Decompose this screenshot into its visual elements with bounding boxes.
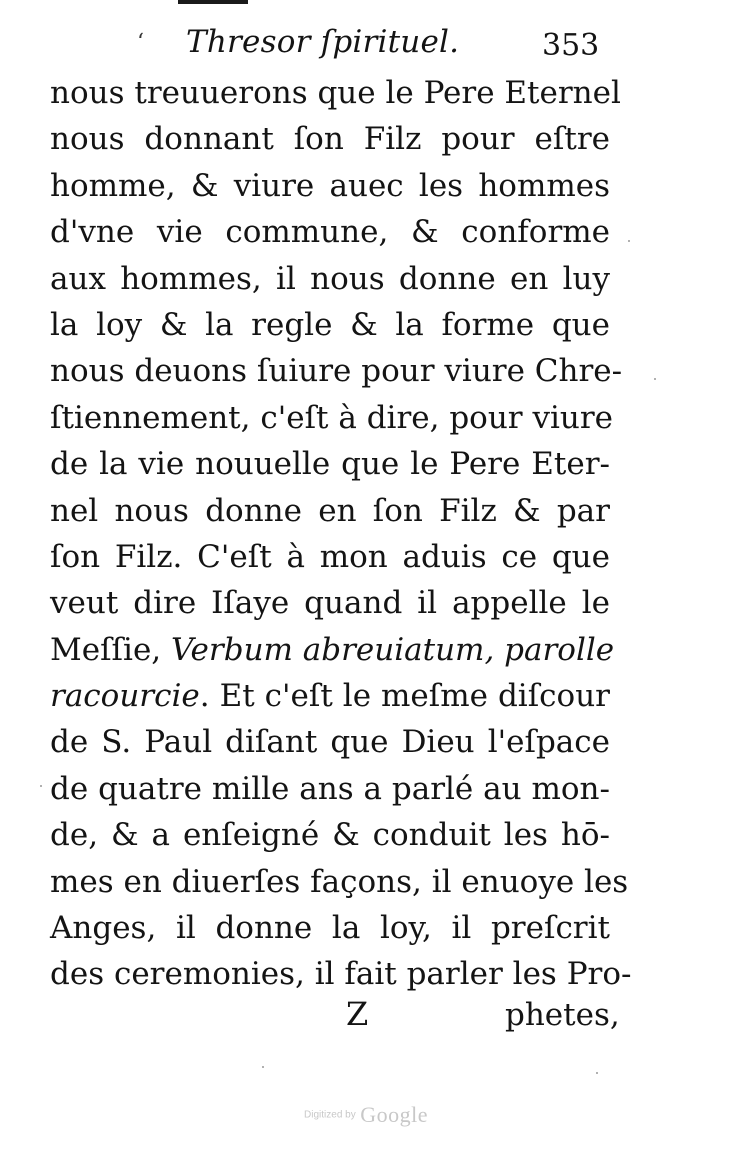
text-span: Meſſie,	[50, 631, 172, 668]
text-line: veut dire Iſaye quand il appelle le	[50, 585, 610, 622]
paper-speck	[40, 785, 42, 787]
paper-speck	[628, 240, 630, 242]
text-line: de, & a enſeigné & conduit les hō-	[50, 817, 610, 854]
google-logo: Google	[360, 1102, 428, 1127]
page-footer	[0, 995, 732, 1045]
text-line: nous treuuerons que le Pere Eternel	[50, 75, 621, 111]
text-line: de quatre mille ans a parlé au mon-	[50, 770, 610, 807]
latin-quote: Verbum abreuiatum, parolle	[171, 631, 615, 668]
paper-speck	[654, 378, 656, 380]
running-title: Thresor ſpirituel.	[186, 24, 460, 60]
text-line: Anges, il donne la loy, il preſcrit	[50, 910, 610, 947]
text-line: nel nous donne en ſon Filz & par	[50, 492, 610, 529]
signature-mark: Z	[346, 995, 369, 1033]
text-line: ſtiennement, c'eſt à dire, pour viure	[50, 399, 614, 436]
text-line: ſon Filz. C'eſt à mon aduis ce que	[50, 538, 610, 575]
text-line: aux hommes, il nous donne en luy	[50, 260, 610, 297]
text-line: la loy & la regle & la forme que	[50, 306, 610, 343]
watermark-prefix: Digitized by	[304, 1109, 356, 1121]
text-line: nous donnant ſon Filz pour eſtre	[50, 121, 610, 158]
stray-tick-mark: ‘	[137, 30, 144, 55]
text-line: mes en diuerſes façons, il enuoye les	[50, 863, 629, 900]
paper-speck	[262, 1066, 264, 1068]
catchword: phetes,	[505, 997, 620, 1033]
latin-quote: racourcie	[50, 678, 200, 715]
paper-speck	[596, 1072, 598, 1074]
text-line: de la vie nouuelle que le Pere Eter-	[50, 446, 610, 483]
body-text	[50, 70, 632, 998]
running-head	[0, 20, 732, 70]
text-line: de S. Paul diſant que Dieu l'eſpace	[50, 724, 610, 761]
text-line	[50, 673, 610, 719]
text-line: des ceremonies, il fait parler les Pro-	[50, 956, 632, 993]
text-line: nous deuons ſuiure pour viure Chre-	[50, 353, 623, 390]
text-span: . Et c'eſt le meſme diſcour	[199, 678, 610, 715]
digitized-watermark	[0, 1102, 732, 1128]
text-line	[50, 627, 615, 673]
top-rule-mark	[178, 0, 248, 4]
page-number: 353	[542, 28, 600, 63]
text-line: homme, & viure auec les hommes	[50, 167, 610, 204]
text-line: d'vne vie commune, & conforme	[50, 214, 610, 251]
